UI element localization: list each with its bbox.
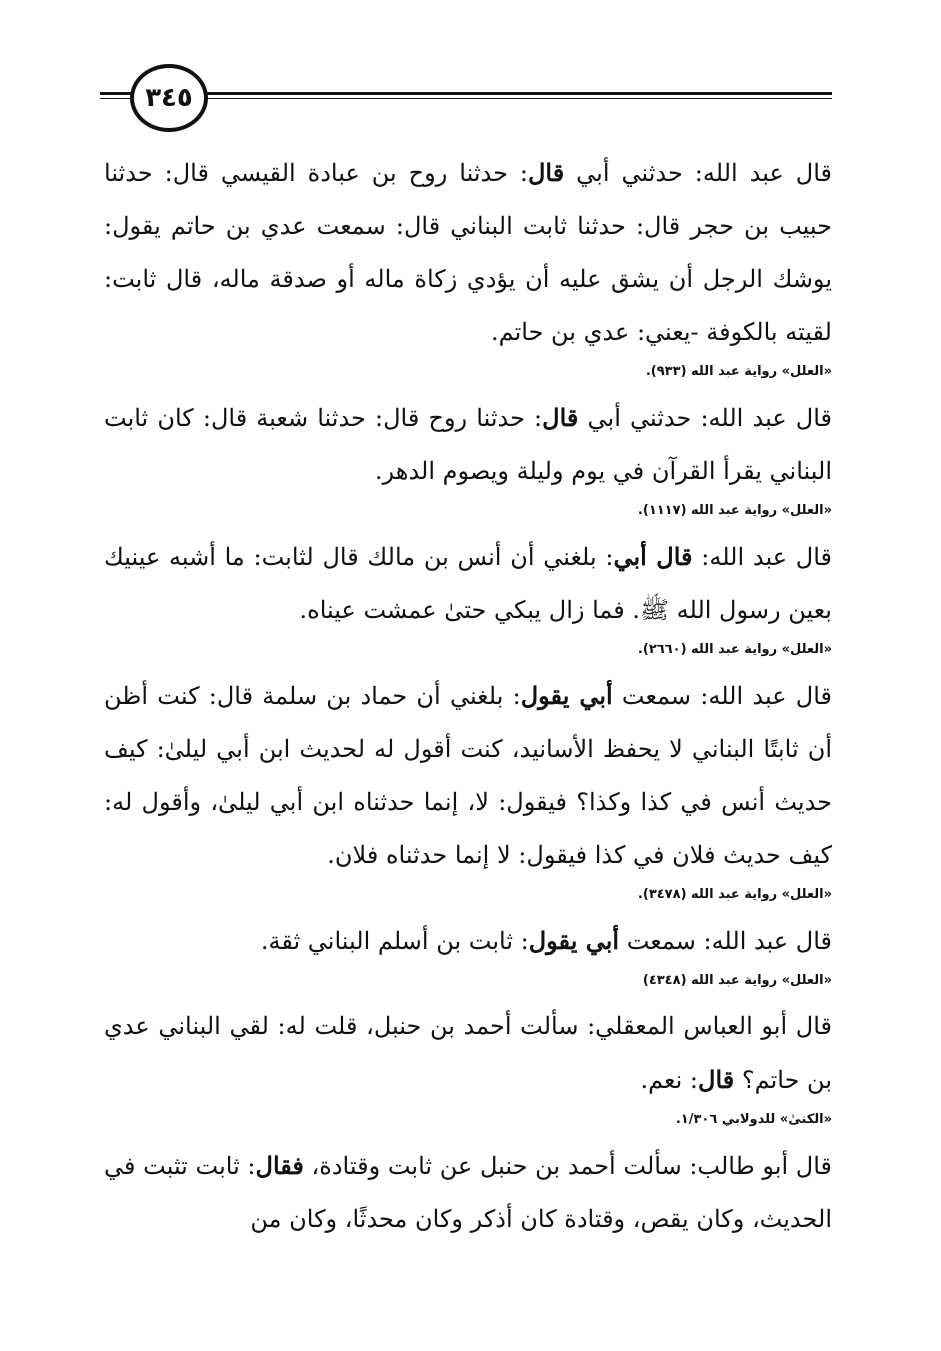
source-citation: «العلل» رواية عبد الله (٢٦٦٠). bbox=[637, 642, 832, 657]
bold-keyword: أبي يقول bbox=[528, 926, 620, 955]
bold-keyword: فقال bbox=[255, 1151, 304, 1180]
source-citation: «الكنىٰ» للدولابي ١/٣٠٦. bbox=[675, 1112, 832, 1127]
paragraph-text: قال أبو طالب: سألت أحمد بن حنبل عن ثابت وقتادة، bbox=[303, 1152, 833, 1180]
paragraph-text: قال عبد الله: bbox=[692, 543, 833, 571]
bold-keyword: قال bbox=[542, 403, 579, 432]
bold-keyword: قال أبي bbox=[613, 542, 693, 571]
page-content bbox=[104, 146, 832, 1246]
bold-keyword: قال bbox=[698, 1065, 735, 1094]
page-number-badge bbox=[130, 64, 208, 132]
paragraph-text: : ثابت بن أسلم البناني ثقة. bbox=[260, 927, 529, 955]
header-rule-thick bbox=[100, 92, 832, 95]
paragraph-text: قال عبد الله: سمعت bbox=[612, 682, 832, 710]
hadith-paragraph bbox=[104, 1139, 832, 1246]
hadith-paragraph bbox=[104, 146, 832, 359]
hadith-paragraph bbox=[104, 391, 832, 498]
page-number: ٣٤٥ bbox=[145, 83, 193, 113]
source-citation: «العلل» رواية عبد الله (٣٤٧٨). bbox=[637, 887, 832, 902]
source-citation: «العلل» رواية عبد الله (٤٣٤٨) bbox=[642, 973, 832, 988]
page-header bbox=[100, 66, 832, 136]
paragraph-text: : بلغني أن أنس بن مالك قال لثابت: ما أشبه عينيك بعين رسول الله ﷺ. فما زال يبكي حتىٰ عمشت عيناه. bbox=[104, 543, 832, 624]
paragraph-text: قال عبد الله: حدثني أبي bbox=[564, 159, 832, 187]
paragraph-text: : بلغني أن حماد بن سلمة قال: كنت أظن أن ثابتًا البناني لا يحفظ الأسانيد، كنت أقول له لحديث ابن أبي ليلىٰ: كيف حديث أنس في كذا وكذا؟ فيقول: لا، إنما حدثناه ابن أبي ليلىٰ، وأقول له: كيف حديث فلان في كذا فيقول: لا إنما حدثناه فلان. bbox=[104, 682, 832, 869]
hadith-paragraph bbox=[104, 669, 832, 882]
source-citation: «العلل» رواية عبد الله (١١١٧). bbox=[637, 503, 832, 518]
source-citation: «العلل» رواية عبد الله (٩٣٣). bbox=[645, 364, 832, 379]
bold-keyword: أبي يقول bbox=[520, 681, 613, 710]
paragraph-text: قال عبد الله: سمعت bbox=[619, 927, 832, 955]
paragraph-text: : حدثنا روح بن عبادة القيسي قال: حدثنا حبيب بن حجر قال: حدثنا ثابت البناني قال: سمعت عدي بن حاتم يقول: يوشك الرجل أن يشق عليه أن يؤدي زكاة ماله أو صدقة ماله، قال ثابت: لقيته بالكوفة -يعني: عدي بن حاتم. bbox=[104, 159, 832, 346]
paragraph-text: : حدثنا روح قال: حدثنا شعبة قال: كان ثابت البناني يقرأ القرآن في يوم وليلة ويصوم الدهر. bbox=[104, 404, 832, 485]
hadith-paragraph bbox=[104, 530, 832, 637]
bold-keyword: قال bbox=[527, 158, 565, 187]
hadith-paragraph bbox=[104, 914, 832, 968]
paragraph-text: قال عبد الله: حدثني أبي bbox=[578, 404, 832, 432]
paragraph-text: : ثابت تثبت في الحديث، وكان يقص، وقتادة كان أذكر وكان محدثًا، وكان من bbox=[104, 1152, 832, 1233]
header-rule-thin bbox=[100, 98, 832, 99]
paragraph-text: : نعم. bbox=[640, 1066, 699, 1094]
paragraph-text: قال أبو العباس المعقلي: سألت أحمد بن حنبل، قلت له: لقي البناني عدي بن حاتم؟ bbox=[104, 1012, 832, 1094]
hadith-paragraph bbox=[104, 1000, 832, 1107]
